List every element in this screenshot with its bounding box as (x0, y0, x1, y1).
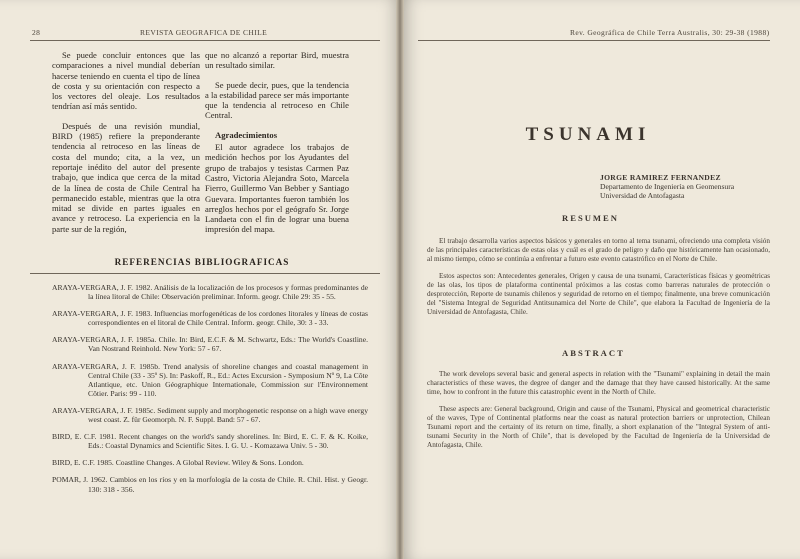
references-title: REFERENCIAS BIBLIOGRAFICAS (114, 257, 290, 267)
reference-item: ARAYA-VERGARA, J. F. 1985c. Sediment supply and morphogenetic response on a high wave energy west coast. Z. für Geomorph. N. F. Suppl. Band: 57 - 67. (52, 405, 368, 425)
reference-item: ARAYA-VERGARA, J. F. 1982. Análisis de la localización de los procesos y formas predominantes de la línea litoral de Chile: Observación preliminar. Inform. geogr. Chile 29: 35 - 55. (52, 283, 368, 302)
paragraph: Se puede concluir entonces que las comparaciones a nivel mundial deberían hacerse teniendo en cuenta el tipo de línea de costa y su orientación con respecto a los vectores del oleaje. Los resultados tendrían así más sentido. (52, 50, 200, 112)
book-gutter (396, 0, 404, 559)
paragraph: que no alcanzó a reportar Bird, muestra un resultado similar. (205, 50, 349, 71)
author-university: Universidad de Antofagasta (600, 191, 685, 200)
paragraph: Estos aspectos son: Antecedentes generales, Origen y causa de una tsunami, Características físicas y geométricas de las olas, los tipos de plataforma continental próximos a las costas como barreras naturales de protección o desprotección, Reporte de tsunamis chilenos y seguridad de retorno en el tiempo; finalmente, una breve comunicación del "Sistema Integral de Seguridad Antitsunamica del Norte de Chile", que elabora la Facultad de Ingeniería de la Universidad de Antofagasta, Chile. (427, 272, 770, 316)
paragraph: These aspects are: General background, Origin and cause of the Tsunami, Physical and geometrical characteristic of the waves, Type of Continental platforms near the coast as natural protection barriers or unprotection, Chilean Tsunami report and the certainty of its return on time, finally, a short explanation of the "Integral System of anti-tsunami Security in the North of Chile", that is developed by the Facultad de Ingeniería de la Universidad de Antofagasta, Chile. (427, 405, 770, 449)
reference-item: ARAYA-VERGARA, J. F. 1983. Influencias morfogenéticas de los cordones litorales y líneas de costas correspondientes en el litoral de Chile Central. Inform. geogr. Chile, 30: 3 - 33. (52, 309, 368, 328)
references-list (52, 283, 368, 502)
abstract-body (427, 370, 770, 458)
header-rule (30, 40, 380, 41)
reference-item: BIRD, E. C.F. 1985. Coastline Changes. A Global Review. Wiley & Sons. London. (52, 458, 304, 468)
left-running-head: REVISTA GEOGRAFICA DE CHILE (140, 28, 268, 37)
paragraph: Se puede decir, pues, que la tendencia a la estabilidad parece ser más importante que la tendencia al retroceso en Chile Central. (205, 79, 349, 121)
references-rule (30, 273, 380, 274)
right-header-rule (418, 40, 770, 41)
right-running-head: Rev. Geográfica de Chile Terra Australis, 30: 29-38 (1988) (570, 28, 770, 37)
author-block (600, 173, 734, 200)
author-department: Departamento de Ingeniería en Geomensura (600, 182, 735, 191)
resumen-heading: RESUMEN (562, 213, 619, 223)
paragraph: El trabajo desarrolla varios aspectos básicos y generales en torno al tema tsunami, ofreciendo una completa visión de las principales características de estas olas y cuál es el grado de peligro y daño que históricamente han ocasionado, al mismo tiempo, cómo se continúa a enfrentar a futuro este evento catastrófico en el Norte de Chile. (427, 237, 770, 263)
left-page-number: 28 (32, 28, 41, 37)
article-title: TSUNAMI (525, 124, 651, 145)
left-column-2 (205, 50, 349, 244)
acknowledgements-text: El autor agradece los trabajos de medición hechos por los Ayudantes del grupo de trabajos y tesistas Carmen Paz Castro, Victoria Alejandra Soto, Marcela Fierro, Guillermo Van Bebber y Santiago Guevara. Importantes fueron también los arreglos hechos por el geógrafo Sr. Jorge Landaeta con el fin de lograr una buena impresión del mapa. (205, 142, 349, 235)
reference-item: POMAR, J. 1962. Cambios en los ríos y en la morfología de la costa de Chile. R. Chil. Hist. y Geogr. 130: 318 - 356. (52, 475, 368, 494)
reference-item: BIRD, E. C.F. 1981. Recent changes on the world's sandy shorelines. In: Bird, E. C. F. & K. Koike, Eds.: Coastal Dynamics and Scientific Sites. I. G. U. - Komazawa Univ. 5 - 30. (52, 432, 368, 451)
resumen-body (427, 237, 770, 325)
acknowledgements-heading: Agradecimientos (215, 129, 278, 140)
abstract-heading: ABSTRACT (562, 348, 625, 358)
reference-item: ARAYA-VERGARA, J. F. 1985a. Chile. In: Bird, E.C.F. & M. Schwartz, Eds.: The World's Coastline. Van Nostrand Reinhold. New York: 57 - 67. (52, 335, 368, 354)
left-column-1 (52, 50, 200, 243)
reference-item: ARAYA-VERGARA, J. F. 1985b. Trend analysis of shoreline changes and coastal management in Central Chile (33 - 35º S). In: Paskoff, R., Ed.: Actes Excursion - Symposium Nº 9, La Côte Atlantique, etc. Union Géographique Internationale, Commission sur l'Environnement Côtier. Paris: 99 - 110. (52, 361, 368, 398)
paragraph: The work develops several basic and general aspects in relation with the "Tsunami" explaining in detail the main characteristics of these waves, the degree of danger and the damage that they have caused historically. At the same time, how to confront in the future this catastrophic event in the North of Chile. (427, 370, 770, 396)
paragraph: Después de una revisión mundial, BIRD (1985) refiere la preponderante tendencia al retroceso en las líneas de costa del mundo; cita, a la vez, un reportaje inédito del autor del presente trabajo, que indica que cerca de la mitad de la línea de costa de Chile Central ha permanecido estable, mientras que la otra mitad se divide en partes iguales en avance y retroceso. La experiencia en la parte sur de la región, (52, 120, 200, 234)
author-name: JORGE RAMIREZ FERNANDEZ (600, 173, 721, 182)
